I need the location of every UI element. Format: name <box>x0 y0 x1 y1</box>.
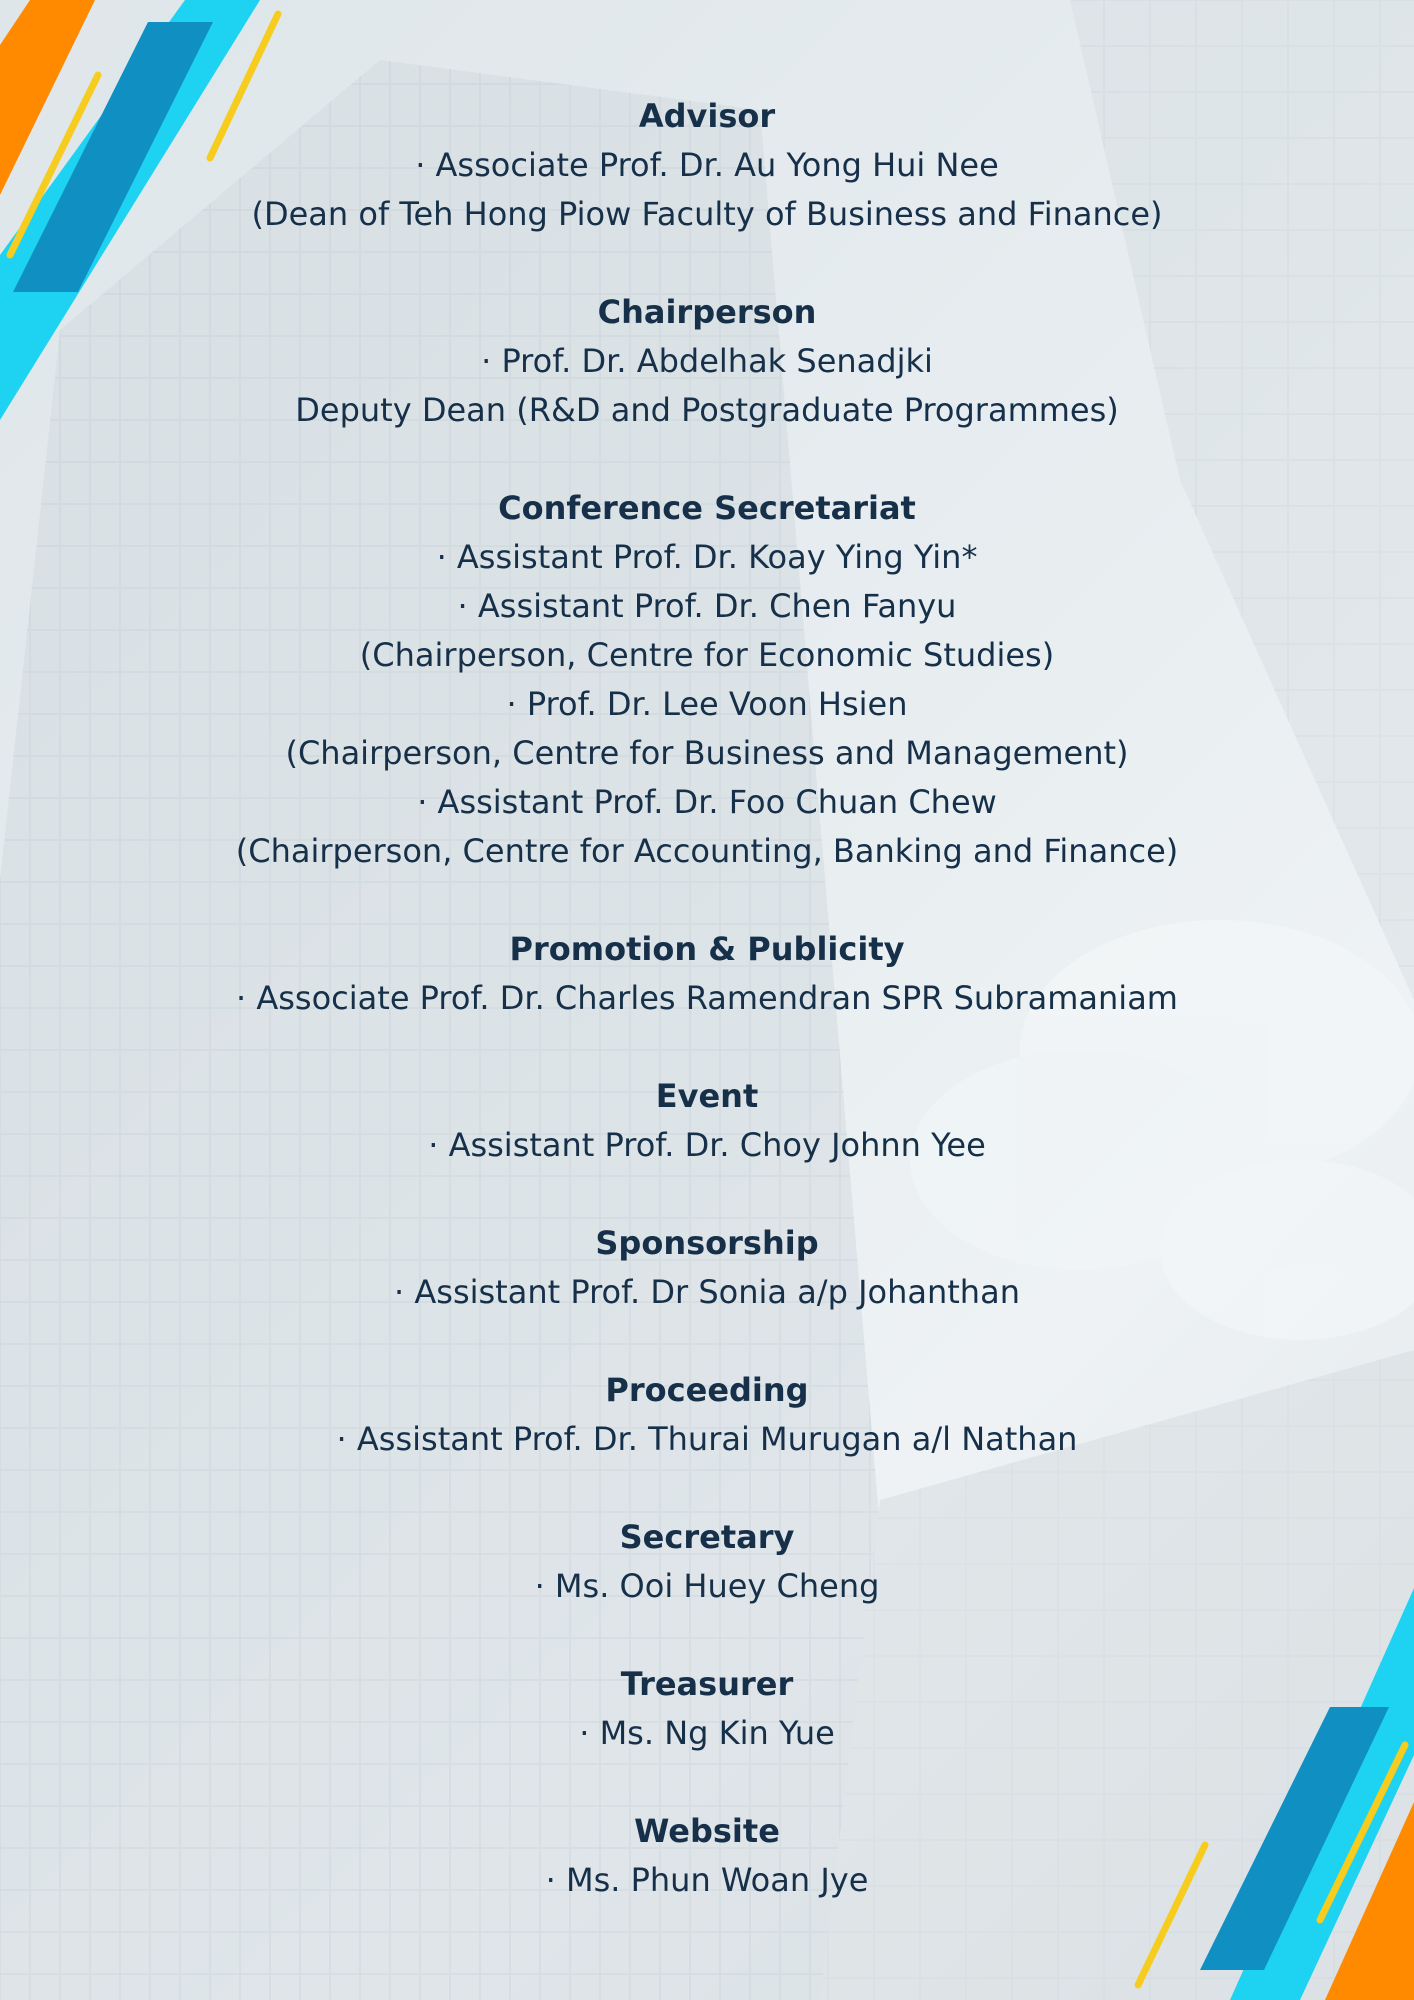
member-line: (Chairperson, Centre for Economic Studies) <box>359 636 1055 674</box>
member-line: · Ms. Ooi Huey Cheng <box>534 1567 880 1605</box>
committee-list <box>0 92 1414 1905</box>
section-event <box>0 1072 1414 1170</box>
member-line: · Assistant Prof. Dr. Foo Chuan Chew <box>417 783 997 821</box>
section-heading: Proceeding <box>605 1371 809 1409</box>
member-line: · Associate Prof. Dr. Charles Ramendran SPR Subramaniam <box>236 979 1178 1017</box>
section-heading: Advisor <box>638 97 776 135</box>
section-website <box>0 1807 1414 1905</box>
member-line: (Dean of Teh Hong Piow Faculty of Business and Finance) <box>251 195 1163 233</box>
member-line: · Associate Prof. Dr. Au Yong Hui Nee <box>415 146 999 184</box>
section-secretary <box>0 1513 1414 1611</box>
member-line: · Assistant Prof. Dr. Chen Fanyu <box>457 587 957 625</box>
section-heading: Sponsorship <box>595 1224 819 1262</box>
member-line: · Prof. Dr. Abdelhak Senadjki <box>481 342 933 380</box>
member-line: · Ms. Phun Woan Jye <box>545 1861 869 1899</box>
member-line: · Assistant Prof. Dr. Thurai Murugan a/l Nathan <box>336 1420 1078 1458</box>
section-advisor <box>0 92 1414 239</box>
section-chairperson <box>0 288 1414 435</box>
section-heading: Event <box>655 1077 759 1115</box>
section-conference-secretariat <box>0 484 1414 876</box>
section-treasurer <box>0 1660 1414 1758</box>
member-line: · Assistant Prof. Dr. Choy Johnn Yee <box>428 1126 986 1164</box>
member-line: · Prof. Dr. Lee Voon Hsien <box>506 685 908 723</box>
member-line: · Assistant Prof. Dr. Koay Ying Yin* <box>436 538 978 576</box>
section-heading: Conference Secretariat <box>498 489 916 527</box>
member-line: · Assistant Prof. Dr Sonia a/p Johanthan <box>394 1273 1020 1311</box>
section-heading: Chairperson <box>597 293 817 331</box>
section-heading: Promotion & Publicity <box>509 930 905 968</box>
section-heading: Secretary <box>619 1518 795 1556</box>
member-line: · Ms. Ng Kin Yue <box>579 1714 835 1752</box>
member-line: (Chairperson, Centre for Accounting, Banking and Finance) <box>235 832 1179 870</box>
section-heading: Website <box>634 1812 780 1850</box>
section-sponsorship <box>0 1219 1414 1317</box>
section-promotion-publicity <box>0 925 1414 1023</box>
section-heading: Treasurer <box>620 1665 794 1703</box>
member-line: (Chairperson, Centre for Business and Management) <box>285 734 1129 772</box>
member-line: Deputy Dean (R&D and Postgraduate Programmes) <box>295 391 1119 429</box>
section-proceeding <box>0 1366 1414 1464</box>
